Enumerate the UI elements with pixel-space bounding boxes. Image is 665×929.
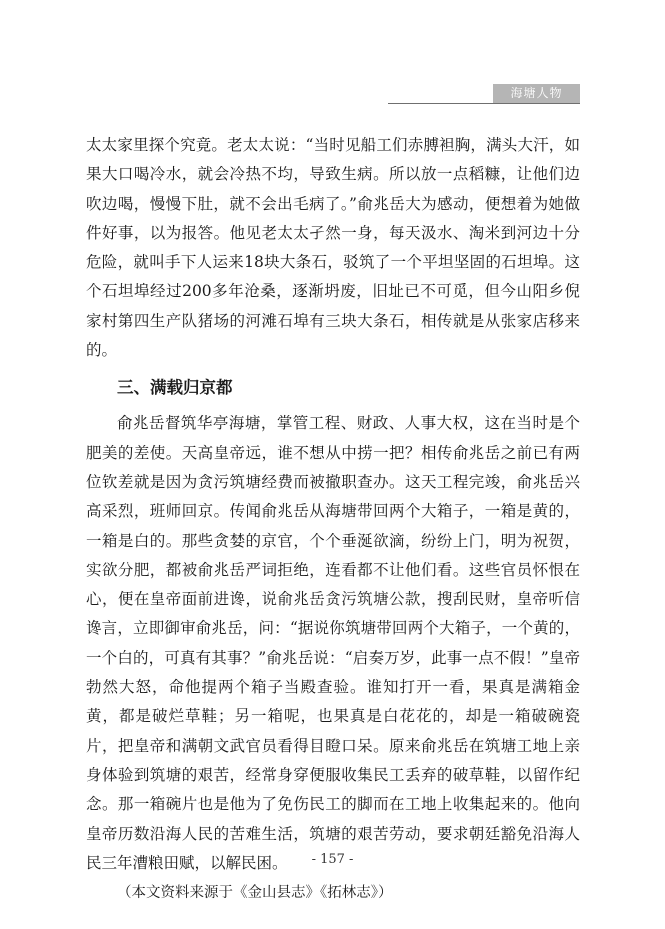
page-number: - 157 - <box>311 852 354 867</box>
body-paragraph: 太太家里探个究竟。老太太说：“当时见船工们赤膊袒胸，满头大汗，如果大口喝冷水，就会冷热不均，导致生病。所以放一点稻糠，让他们边吹边喝，慢慢下肚，就不会出毛病了。”俞兆岳大为感动，便想着为她做件好事，以为报答。他见老太太孑然一身，每天汲水、淘米到河边十分危险，就叫手下人运来18块大条石，驳筑了一个平坦坚固的石坦埠。这个石坦埠经过200多年沧桑，逐渐坍废，旧址已不可觅，但今山阳乡倪家村第四生产队猪场的河滩石埠有三块大条石，相传就是从张家店移来的。 <box>86 136 580 360</box>
page-content <box>86 131 580 904</box>
header-rule <box>388 103 580 104</box>
body-paragraph: 俞兆岳督筑华亭海塘，掌管工程、财政、人事大权，这在当时是个肥美的差使。天高皇帝远，谁不想从中捞一把？相传俞兆岳之前已有两位钦差就是因为贪污筑塘经费而被撤职查办。这天工程完竣，俞兆岳兴高采烈，班师回京。传闻俞兆岳从海塘带回两个大箱子，一箱是黄的，一箱是白的。那些贪婪的京官，个个垂涎欲滴，纷纷上门，明为祝贺，实欲分肥，都被俞兆岳严词拒绝，连看都不让他们看。这些官员怀恨在心，便在皇帝面前进谗，说俞兆岳贪污筑塘公款，搜刮民财，皇帝听信谗言，立即御审俞兆岳，问：“据说你筑塘带回两个大箱子，一个黄的，一个白的，可真有其事？”俞兆岳说：“启奏万岁，此事一点不假！”皇帝勃然大怒，命他提两个箱子当殿查验。谁知打开一看，果真是满箱金黄，都是破烂草鞋；另一箱呢，也果真是白花花的，却是一箱破碗瓷片，把皇帝和满朝文武官员看得目瞪口呆。原来俞兆岳在筑塘工地上亲身体验到筑塘的艰苦，经常身穿便服收集民工丢弃的破草鞋，以留作纪念。那一箱碗片也是他为了免伤民工的脚而在工地上收集起来的。他向皇帝历数沿海人民的苦难生活，筑塘的艰苦劳动，要求朝廷豁免沿海人民三年漕粮田赋，以解民困。 <box>86 414 580 872</box>
section-heading: 三、满载归京都 <box>117 378 233 398</box>
source-note: （本文资料来源于《金山县志》《拓林志》） <box>117 885 393 902</box>
running-header-title: 海塘人物 <box>493 84 580 103</box>
